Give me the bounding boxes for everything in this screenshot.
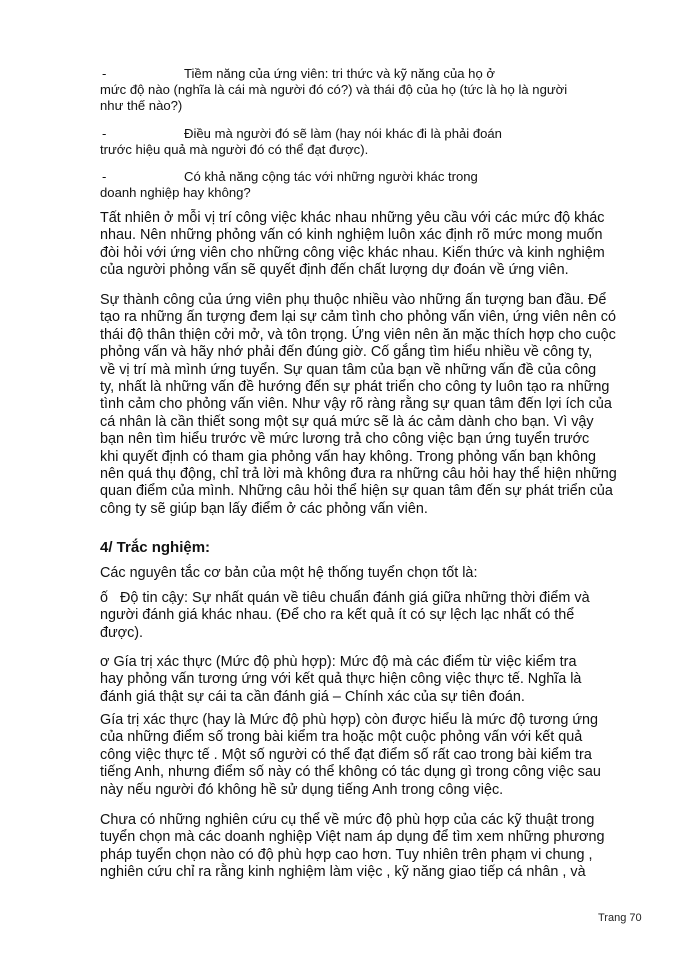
principle-1-line: được). [100,624,144,641]
paragraph-line: Gía trị xác thực (hay là Mức độ phù hợp) còn được hiểu là mức độ tương ứng [100,712,599,728]
paragraph-line: tuyển chọn mà các doanh nghiệp Việt nam áp dụng để tìm xem những phương [100,829,605,846]
paragraph-1 [100,210,694,280]
paragraph-line: thái độ thân thiện cởi mở, và tôn trọng. Ứng viên nên ăn mặc thích hợp cho cuộc [100,326,616,343]
principle-2-line: hay phỏng vấn tương ứng với kết quả thực hiện công việc thực tế. Nghĩa là [100,671,582,688]
paragraph-line: phỏng vấn và hãy nhớ phải đến đúng giờ. Cố gắng tìm hiểu nhiều về công ty, [100,344,593,361]
paragraph-line: cá nhân là cần thiết song một sự quá mức sẽ là ác cảm dành cho bạn. Vì vậy [100,413,594,430]
paragraph-line: của những điểm số trong bài kiểm tra hoặc một cuộc phỏng vấn với kết quả [100,729,583,746]
bullet-3-line: Có khả năng cộng tác với những người khác trong [184,169,478,184]
page-number: Trang 70 [598,912,642,924]
principle-1-marker: ố [100,590,109,606]
bullet-1-line: như thế nào?) [100,98,183,113]
bullet-2-line: Điều mà người đó sẽ làm (hay nói khác đi là phải đoán [184,126,502,141]
bullet-2 [100,126,694,158]
paragraph-line: nhau. Nên những phỏng vấn có kinh nghiệm luôn xác định rõ mức mong muốn [100,227,603,244]
paragraph-line: Tất nhiên ở mỗi vị trí công việc khác nhau những yêu cầu với các mức độ khác [100,210,605,226]
bullet-dash-1: - [102,66,107,81]
intro-line: Các nguyên tắc cơ bản của một hệ thống tuyển chọn tốt là: [100,565,478,581]
principle-2-line: đánh giá thật sự cái ta cần đánh giá – Chính xác của sự tiên đoán. [100,688,525,705]
paragraph-line: bạn nên tìm hiểu trước về mức lương trả cho công việc bạn ứng tuyển trước [100,431,590,448]
section-heading: 4/ Trắc nghiệm: [100,539,211,556]
paragraph-line: ty, nhất là những vấn đề hướng đến sự phát triển cho công ty luôn tạo ra những [100,379,610,396]
bullet-1-line: mức độ nào (nghĩa là cái mà người đó có?) và thái độ của họ (tức là họ là người [100,82,568,97]
bullet-1 [100,66,694,114]
paragraph-line: Chưa có những nghiên cứu cụ thể về mức độ phù hợp của các kỹ thuật trong [100,812,595,828]
paragraph-2 [100,292,694,518]
bullet-dash-3: - [102,169,107,184]
paragraph-line: quan điểm của mình. Những câu hỏi thể hiện sự quan tâm đến sự phát triển của [100,483,613,500]
bullet-2-line: trước hiệu quả mà người đó có thể đạt được). [100,142,369,157]
paragraph-4 [100,812,694,882]
paragraph-line: khi quyết định có tham gia phỏng vấn hay không. Trong phỏng vấn bạn không [100,448,597,465]
principle-1-line: người đánh giá khác nhau. (Để cho ra kết quả ít có sự lệch lạc nhất có thể [100,607,575,624]
paragraph-line: tình cảm cho phỏng vấn viên. Như vậy rõ ràng rằng sự quan tâm đến lợi ích của [100,396,612,413]
paragraph-line: nghiên cứu chỉ ra rằng kinh nghiệm làm việc , kỹ năng giao tiếp cá nhân , và [100,864,586,881]
paragraph-line: về vị trí mà mình ứng tuyển. Sự quan tâm của bạn về những vấn đề của công [100,361,597,378]
bullet-1-line: Tiềm năng của ứng viên: tri thức và kỹ năng của họ ở [184,66,495,81]
paragraph-line: công việc thực tế . Một số người có thể đạt điểm số rất cao trong bài kiểm tra [100,746,592,763]
principle-1-line: Độ tin cậy: Sự nhất quán về tiêu chuẩn đánh giá giữa những thời điểm và [120,590,590,606]
paragraph-line: của người phỏng vấn sẽ quyết định đến chất lượng dự đoán về ứng viên. [100,262,569,279]
paragraph-line: nên quá thụ động, chỉ trả lời mà không đưa ra những câu hỏi hay thể hiện những [100,466,617,483]
principle-2 [100,654,694,706]
paragraph-line: này nếu người đó không hề sử dụng tiếng Anh trong công việc. [100,781,504,798]
principle-1 [100,590,694,642]
principle-2-marker: ơ [100,654,110,670]
paragraph-3 [100,712,694,799]
paragraph-line: tạo ra những ấn tượng đem lại sự cảm tình cho phỏng vấn viên, ứng viên nên có [100,309,616,326]
paragraph-line: đòi hỏi với ứng viên cho những công việc khác nhau. Kiến thức và kinh nghiệm [100,244,605,261]
bullet-3 [100,169,694,201]
paragraph-line: pháp tuyển chọn nào có độ phù hợp cao hơn. Tuy nhiên trên phạm vi chung , [100,846,593,863]
bullet-dash-2: - [102,126,107,141]
principle-2-line: Gía trị xác thực (Mức độ phù hợp): Mức độ mà các điểm từ việc kiểm tra [113,654,577,670]
bullet-3-line: doanh nghiệp hay không? [100,185,251,200]
paragraph-line: tiếng Anh, nhưng điểm số này có thể không có tác dụng gì trong công việc sau [100,764,601,781]
paragraph-line: Sự thành công của ứng viên phụ thuộc nhiều vào những ấn tượng ban đầu. Để [100,292,607,308]
paragraph-line: công ty sẽ giúp bạn lấy điểm ở các phỏng vấn viên. [100,500,428,517]
